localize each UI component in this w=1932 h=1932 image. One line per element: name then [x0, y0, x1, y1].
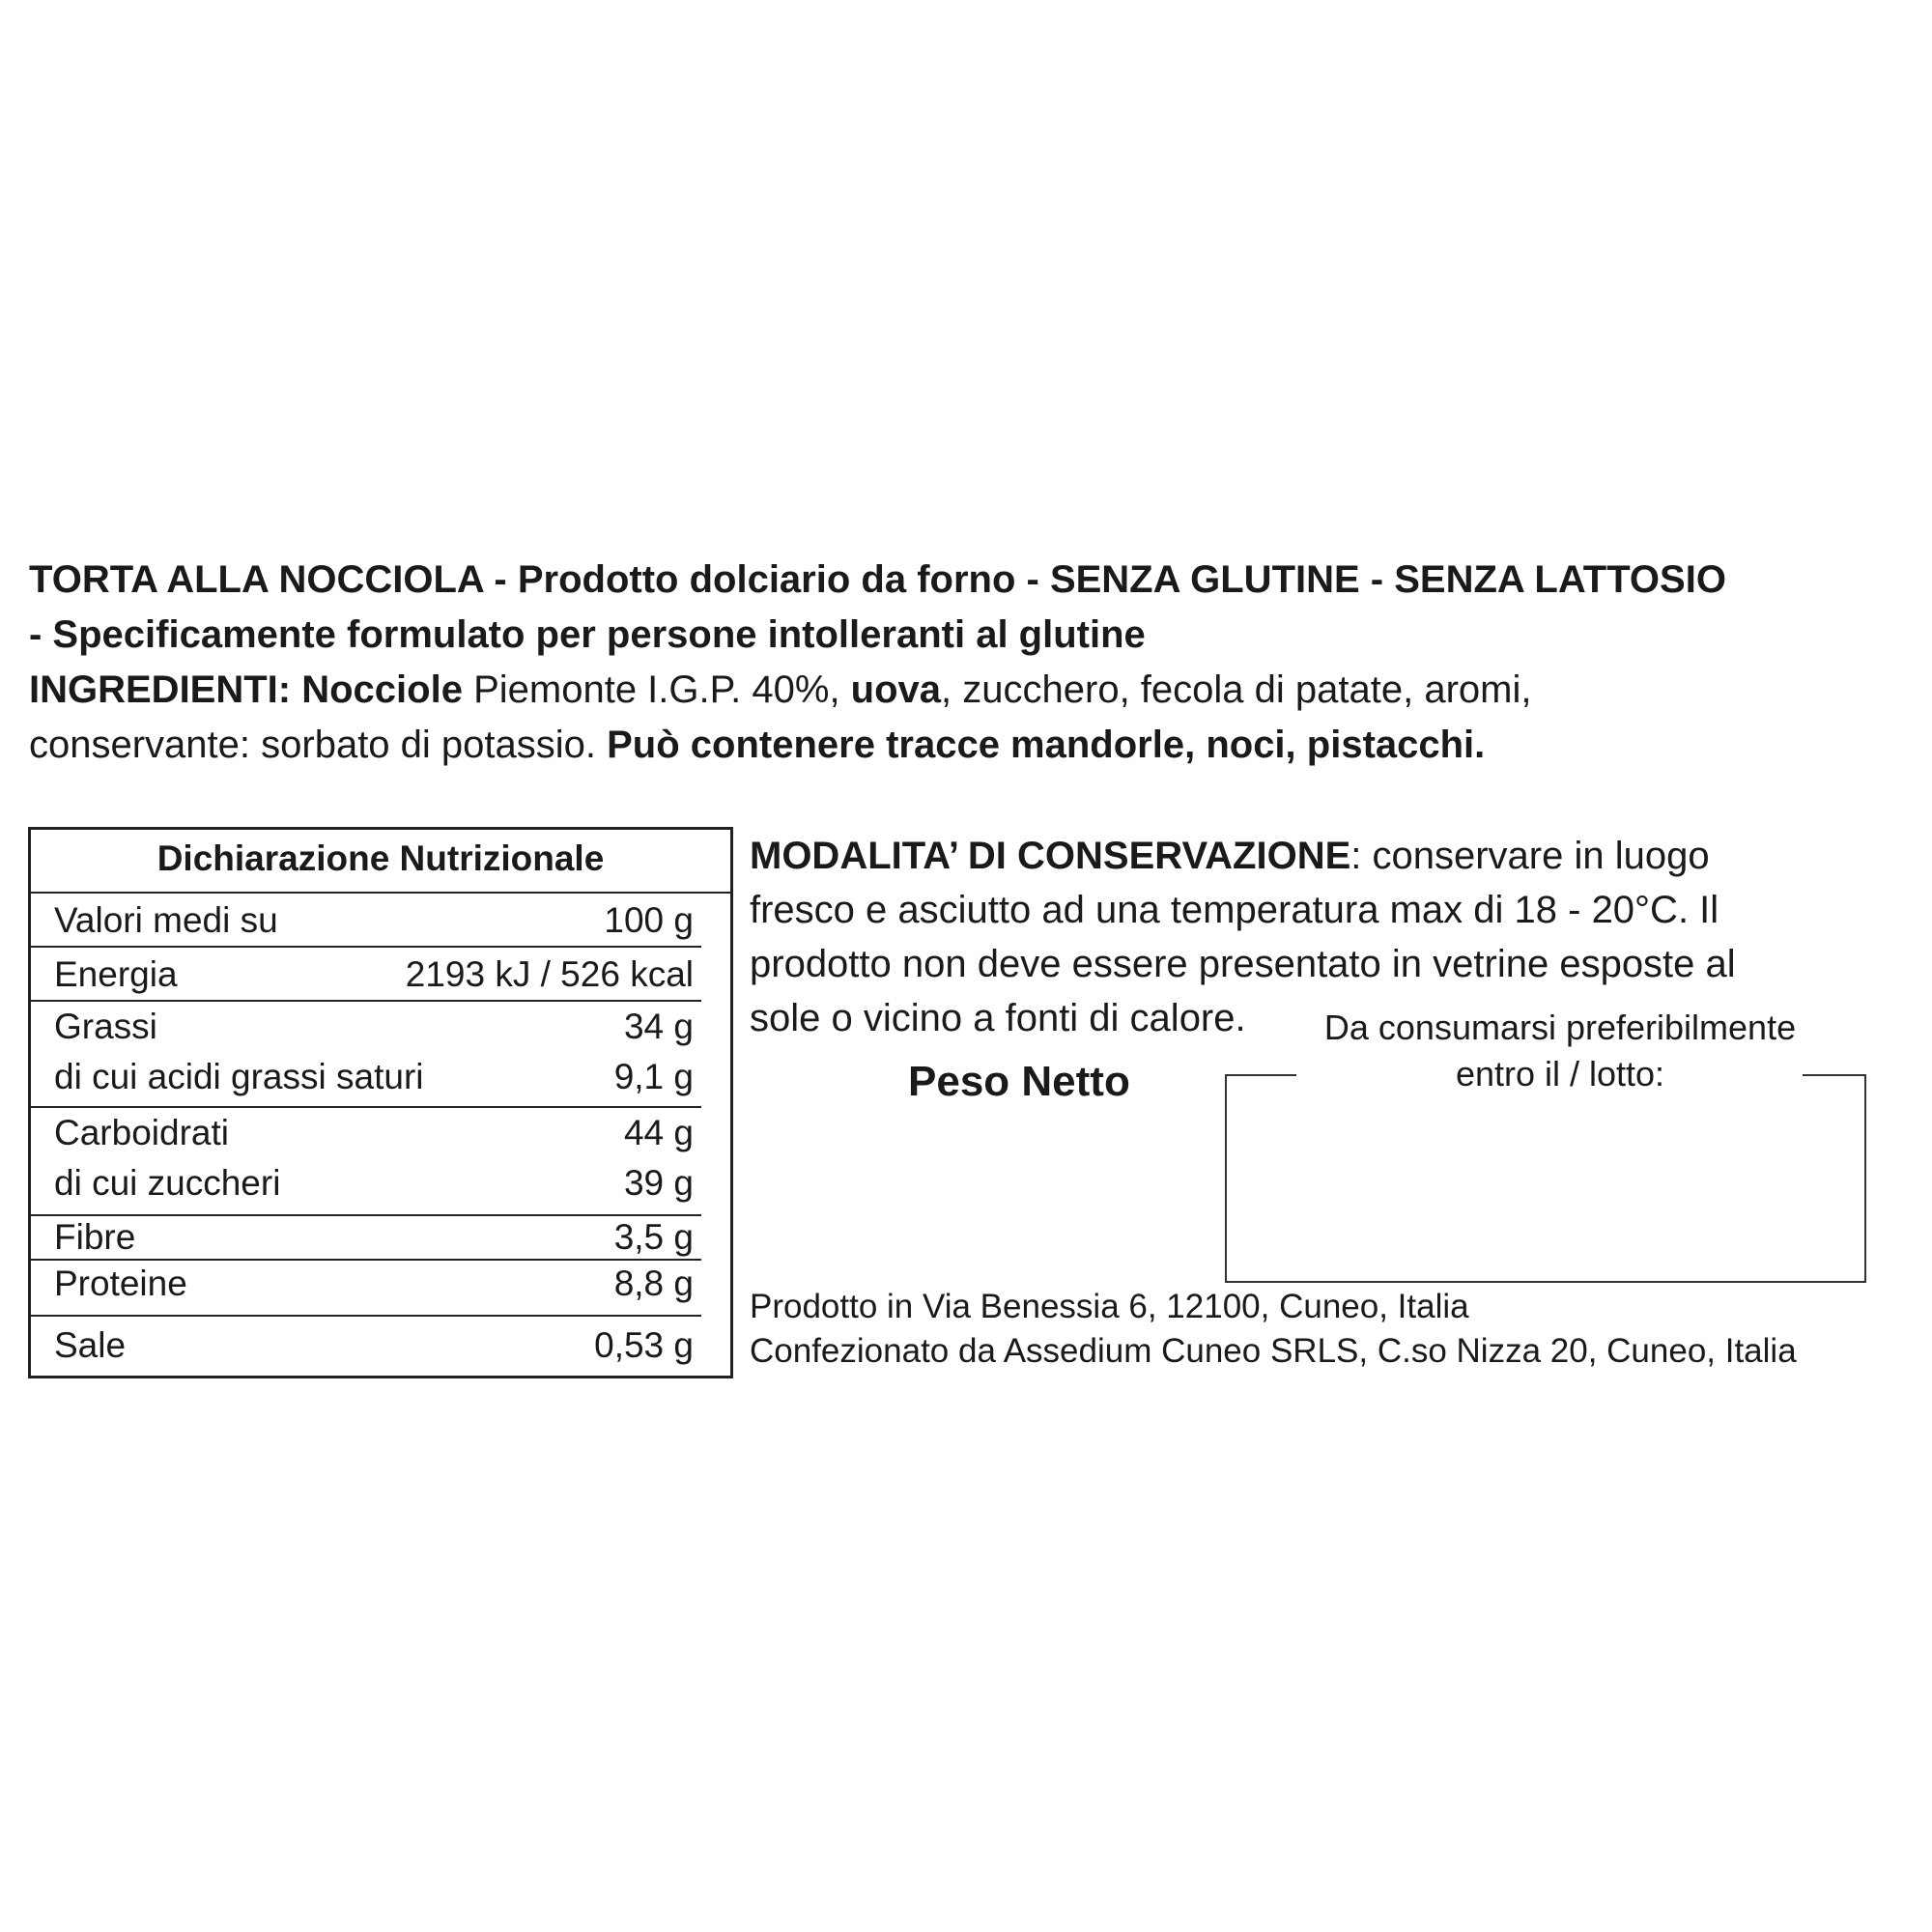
table-row: [31, 1052, 701, 1102]
nutrition-group-fibre: [31, 1216, 701, 1261]
production-address: Prodotto in Via Benessia 6, 12100, Cuneo, Italia: [750, 1288, 1469, 1325]
nutrition-label: Grassi: [54, 1007, 157, 1046]
lot-expiry-box: [1225, 1074, 1866, 1283]
product-name: TORTA ALLA NOCCIOLA: [29, 558, 484, 601]
best-before-line-1: Da consumarsi preferibilmente: [1323, 1008, 1797, 1047]
storage-text-1: : conservare in luogo: [1350, 835, 1710, 877]
nutrition-value: 2193 kJ / 526 kcal: [405, 954, 694, 994]
lot-box-top-right-border: [1803, 1074, 1864, 1076]
nutrition-label: di cui zuccheri: [54, 1163, 281, 1203]
table-row: [31, 1108, 701, 1158]
nutrition-label: Valori medi su: [54, 900, 278, 940]
nutrition-value: 39 g: [623, 1163, 694, 1203]
storage-line-1: [750, 829, 1909, 883]
nutrition-label: Energia: [54, 954, 178, 994]
table-row: [31, 1317, 701, 1373]
nutrition-value: 44 g: [623, 1113, 694, 1152]
table-row: [31, 1158, 701, 1208]
nutrition-value: 9,1 g: [613, 1057, 694, 1096]
nutrition-value: 34 g: [623, 1007, 694, 1046]
nutrition-title: Dichiarazione Nutrizionale: [31, 830, 730, 894]
nutrition-group-basis: [31, 894, 701, 948]
allergen-warning: Può contenere tracce mandorle, noci, pistacchi.: [607, 724, 1486, 766]
storage-label: MODALITA’ DI CONSERVAZIONE: [750, 835, 1351, 877]
ingredients-text-1: Piemonte I.G.P. 40%,: [462, 668, 851, 711]
ingredient-uova: uova: [850, 668, 942, 711]
title-line-1: [29, 553, 1913, 608]
nutrition-group-salt: [31, 1317, 701, 1373]
nutrition-label: Sale: [54, 1325, 127, 1365]
table-row: [31, 1216, 701, 1259]
ingredients-text-3: conservante: sorbato di potassio.: [29, 724, 608, 766]
ingredients-label: INGREDIENTI:: [29, 668, 292, 711]
table-row: [31, 1261, 701, 1309]
nutrition-group-protein: [31, 1261, 701, 1317]
net-weight-label: Peso Netto: [908, 1058, 1130, 1105]
table-row: [31, 948, 701, 1002]
nutrition-group-fats: [31, 1002, 701, 1108]
nutrition-label: Carboidrati: [54, 1113, 229, 1152]
nutrition-table: [28, 827, 733, 1378]
ingredients-text-2: , zucchero, fecola di patate, aromi,: [941, 668, 1532, 711]
nutrition-value: 100 g: [604, 900, 694, 940]
product-type: Prodotto dolciario da forno: [517, 558, 1016, 601]
storage-line-2: fresco e asciutto ad una temperatura max di 18 - 20°C. Il: [750, 889, 1719, 931]
product-claims: - SENZA GLUTINE - SENZA LATTOSIO: [1015, 558, 1726, 601]
best-before-line-2: entro il / lotto:: [1455, 1054, 1665, 1094]
lot-box-top-left-border: [1227, 1074, 1296, 1076]
title-separator: -: [483, 558, 518, 601]
nutrition-group-carbs: [31, 1108, 701, 1216]
nutrition-value: 0,53 g: [594, 1325, 694, 1365]
storage-line-4: sole o vicino a fonti di calore.: [750, 997, 1246, 1039]
nutrition-label: Fibre: [54, 1217, 136, 1257]
packaging-address: Confezionato da Assedium Cuneo SRLS, C.so Nizza 20, Cuneo, Italia: [750, 1332, 1797, 1370]
nutrition-group-energy: [31, 948, 701, 1002]
storage-line-3: prodotto non deve essere presentato in vetrine esposte al: [750, 943, 1736, 985]
title-line-2: - Specificamente formulato per persone intolleranti al glutine: [29, 613, 1146, 656]
nutrition-value: 3,5 g: [613, 1217, 694, 1257]
table-row: [31, 1002, 701, 1052]
product-header: [29, 553, 1913, 773]
nutrition-label: Proteine: [54, 1264, 187, 1303]
nutrition-value: 8,8 g: [613, 1264, 694, 1303]
ingredients-line-1: [29, 663, 1913, 718]
ingredients-line-2: [29, 718, 1913, 773]
nutrition-label: di cui acidi grassi saturi: [54, 1057, 424, 1096]
table-row: [31, 894, 701, 948]
producer-info: [750, 1285, 1797, 1374]
ingredient-nocciole: Nocciole: [291, 668, 463, 711]
